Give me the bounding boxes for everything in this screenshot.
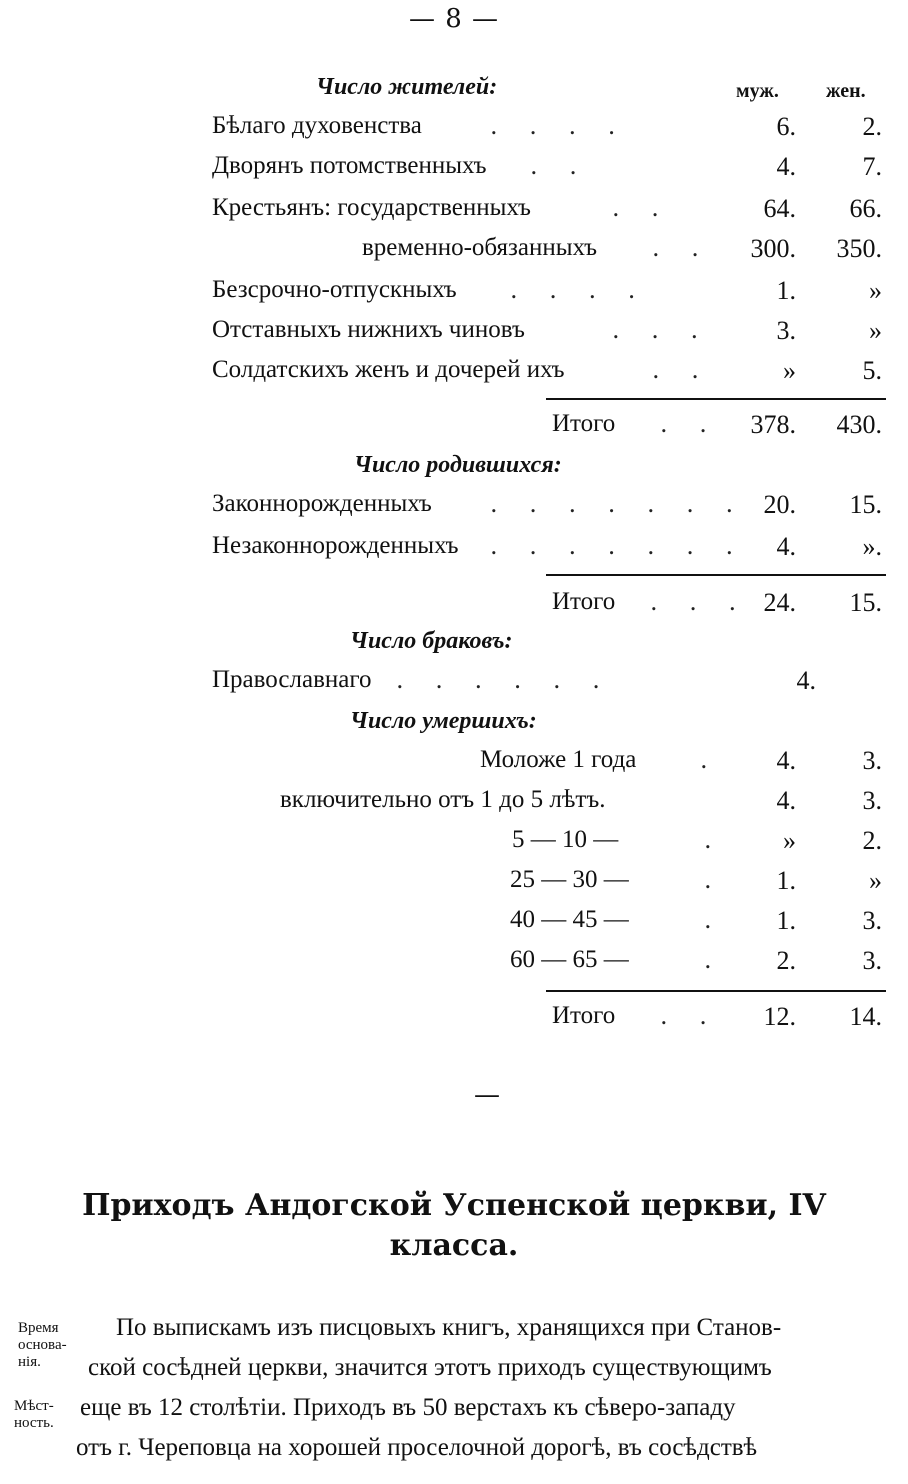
residents-total-male: 378.	[750, 410, 796, 439]
row-female-value: 7.	[862, 152, 882, 181]
total-rule	[546, 990, 886, 992]
row-male-value: 1.	[776, 866, 796, 895]
section-separator: —	[474, 1080, 500, 1110]
row-leader-dots: .	[704, 946, 724, 974]
paragraph-line-4: отъ г. Череповца на хорошей проселочной дорогѣ, въ сосѣдствѣ	[76, 1434, 758, 1461]
row-male-value: 4.	[776, 532, 796, 561]
row-male-value: 2.	[776, 946, 796, 975]
deaths-total-male: 12.	[763, 1002, 796, 1031]
total-rule	[546, 574, 886, 576]
row-female-value: »	[869, 866, 882, 895]
births-total-label: Итого	[552, 588, 616, 615]
row-female-value: 3.	[862, 906, 882, 935]
row-label: Крестьянъ: государственныхъ	[212, 194, 531, 221]
row-leader-dots: .	[700, 746, 720, 774]
row-leader-dots: .	[704, 866, 724, 894]
row-female-value: 2.	[862, 826, 882, 855]
row-label: Дворянъ потомственныхъ	[212, 152, 487, 179]
column-female-header: жен.	[826, 80, 866, 102]
row-female-value: 2.	[862, 112, 882, 141]
row-leader-dots: . .	[612, 194, 671, 222]
row-label: Моложе 1 года	[480, 746, 637, 773]
row-female-value: 66.	[849, 194, 882, 223]
row-female-value: ».	[862, 532, 882, 561]
row-female-value: 3.	[862, 946, 882, 975]
row-female-value: 15.	[849, 490, 882, 519]
paragraph-line-1: По выпискамъ изъ писцовыхъ книгъ, хранящихся при Станов-	[116, 1314, 782, 1341]
row-leader-dots: . .	[530, 152, 589, 180]
row-leader-dots: . . . . . . .	[490, 490, 746, 518]
column-male-header: муж.	[736, 80, 779, 102]
row-female-value: 3.	[862, 746, 882, 775]
section-heading-line2: класса.	[389, 1228, 519, 1263]
row-female-value: 350.	[836, 234, 882, 263]
row-female-value: »	[869, 276, 882, 305]
residents-total-label: Итого	[552, 410, 616, 437]
row-female-value: »	[869, 316, 882, 345]
row-male-value: 300.	[750, 234, 796, 263]
marriages-title: Число браковъ:	[350, 628, 513, 654]
row-label: Законнорожденныхъ	[212, 490, 432, 517]
births-total-male: 24.	[763, 588, 796, 617]
row-label: 5 — 10 —	[512, 826, 619, 853]
page-number: — 8 —	[408, 4, 500, 34]
births-title: Число родившихся:	[354, 452, 562, 478]
row-male-value: 6.	[776, 112, 796, 141]
paragraph-line-3: еще въ 12 столѣтіи. Приходъ въ 50 верстахъ къ сѣверо-западу	[80, 1394, 736, 1421]
row-male-value: 1.	[776, 906, 796, 935]
row-leader-dots: . . . .	[510, 276, 648, 304]
row-label: 25 — 30 —	[510, 866, 629, 893]
row-label: Отставныхъ нижнихъ чиновъ	[212, 316, 525, 343]
row-leader-dots: .	[704, 906, 724, 934]
section-heading-line1: Приходъ Андогской Успенской церкви, IV	[82, 1188, 826, 1223]
marriages-label: Православнаго	[212, 666, 372, 693]
row-leader-dots: . . . .	[490, 112, 628, 140]
deaths-total-female: 14.	[849, 1002, 882, 1031]
row-male-value: 64.	[763, 194, 796, 223]
paragraph-line-2: ской сосѣдней церкви, значится этотъ приходъ существующимъ	[88, 1354, 772, 1381]
marriages-value: 4.	[796, 666, 816, 695]
row-leader-dots: . .	[652, 234, 711, 262]
row-female-value: 5.	[862, 356, 882, 385]
row-leader-dots: .	[704, 826, 724, 854]
row-leader-dots: . . . . . . .	[490, 532, 746, 560]
deaths-total-dots: . .	[660, 1002, 719, 1030]
row-male-value: 20.	[763, 490, 796, 519]
deaths-title: Число умершихъ:	[350, 708, 537, 734]
row-leader-dots: . . .	[612, 316, 711, 344]
row-female-value: 3.	[862, 786, 882, 815]
residents-title: Число жителей:	[316, 74, 498, 100]
row-label: Незаконнорожденныхъ	[212, 532, 459, 559]
row-male-value: 4.	[776, 152, 796, 181]
row-label: Солдатскихъ женъ и дочерей ихъ	[212, 356, 565, 383]
row-male-value: 1.	[776, 276, 796, 305]
row-label: Безсрочно-отпускныхъ	[212, 276, 457, 303]
row-male-value: 4.	[776, 786, 796, 815]
deaths-total-label: Итого	[552, 1002, 616, 1029]
residents-total-dots: . .	[660, 410, 719, 438]
row-label: 40 — 45 —	[510, 906, 629, 933]
births-total-dots: . . .	[650, 588, 749, 616]
births-total-female: 15.	[849, 588, 882, 617]
row-male-value: »	[783, 356, 796, 385]
row-label: Бѣлаго духовенства	[212, 112, 422, 139]
marriages-dots: . . . . . .	[396, 666, 612, 694]
margin-note-place: Мѣст- ность.	[14, 1398, 54, 1431]
residents-total-female: 430.	[836, 410, 882, 439]
margin-note-time: Время основа- нія.	[18, 1320, 67, 1370]
row-male-value: 4.	[776, 746, 796, 775]
row-male-value: 3.	[776, 316, 796, 345]
row-male-value: »	[783, 826, 796, 855]
row-label: 60 — 65 —	[510, 946, 629, 973]
row-leader-dots: . .	[652, 356, 711, 384]
row-label: временно-обязанныхъ	[362, 234, 597, 261]
row-label: включительно отъ 1 до 5 лѣтъ.	[280, 786, 606, 813]
total-rule	[546, 398, 886, 400]
